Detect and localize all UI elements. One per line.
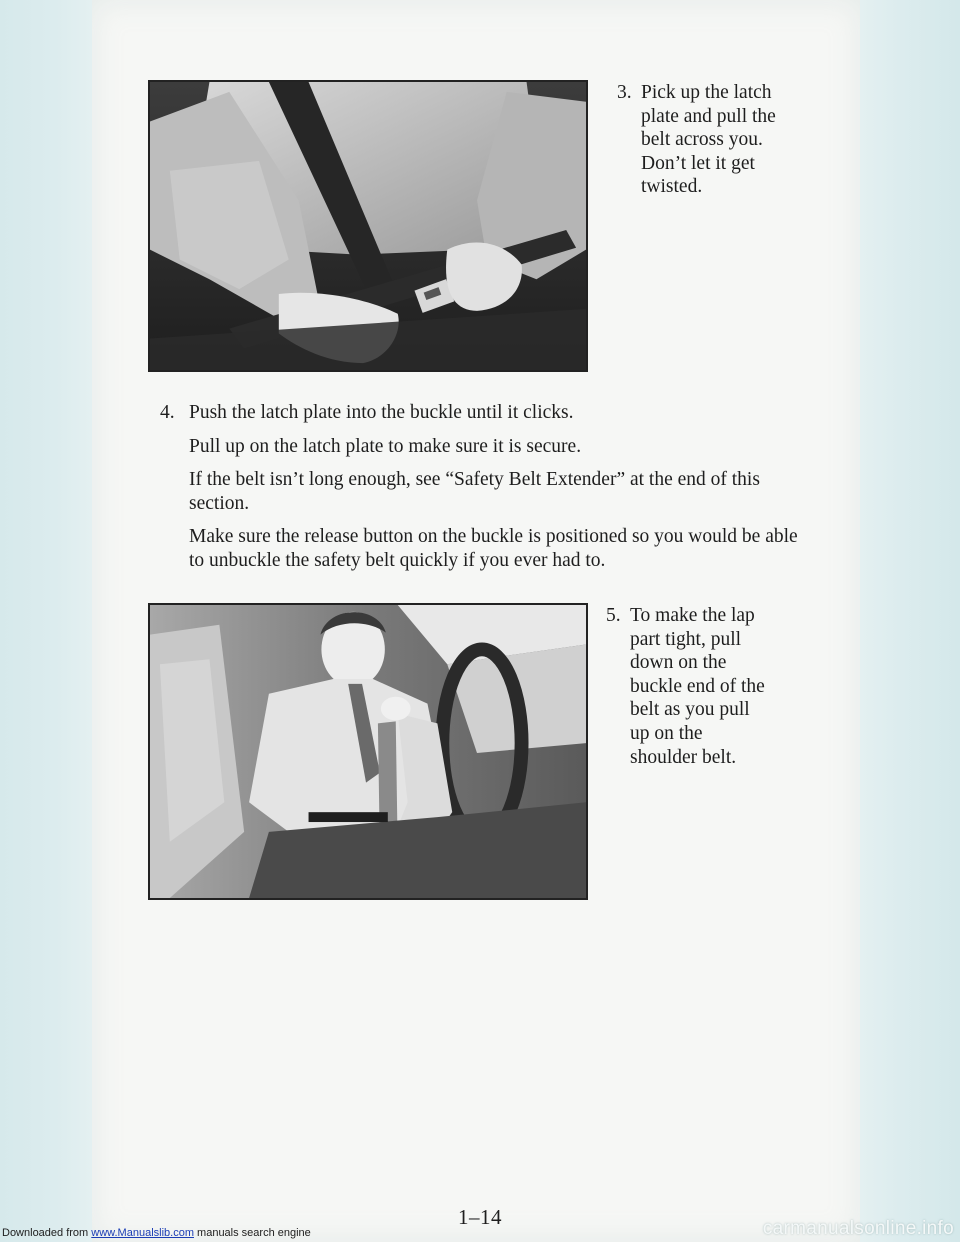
page-number: 1–14 — [458, 1205, 502, 1229]
step-5-line-5: belt as you pull — [630, 699, 750, 721]
left-margin — [0, 0, 92, 1242]
step-3-line-4: Don’t let it get — [641, 152, 755, 174]
step-4-paragraph-2: Pull up on the latch plate to make sure it is secure. — [189, 435, 582, 457]
step-4-paragraph-3: If the belt isn’t long enough, see “Safety Belt Extender” at the end of this section. — [189, 469, 760, 514]
step-3-number: 3. — [617, 82, 632, 103]
footer-suffix: manuals search engine — [193, 1227, 311, 1239]
manualslib-link[interactable]: www.Manualslib.com — [91, 1227, 194, 1239]
step-4-paragraph-1: Push the latch plate into the buckle until it clicks. — [189, 402, 574, 423]
step-5-line-4: buckle end of the — [630, 675, 765, 697]
man-fastening-belt-photo — [148, 603, 588, 900]
step-5-line-3: down on the — [630, 652, 727, 674]
step-5 — [606, 604, 816, 769]
step-3-line-2: plate and pull the — [641, 105, 776, 127]
latch-plate-illustration — [150, 82, 586, 370]
footer-prefix: Downloaded from — [2, 1227, 92, 1239]
latch-plate-photo — [148, 80, 588, 372]
step-3 — [617, 81, 827, 199]
step-5-line-7: shoulder belt. — [630, 746, 737, 768]
step-5-number: 5. — [606, 605, 621, 626]
step-3-line-1: Pick up the latch — [641, 82, 772, 103]
watermark-text: carmanualsonline.info — [762, 1218, 954, 1239]
step-4-paragraph-4: Make sure the release button on the buckle is positioned so you would be able to unbuckle the safety belt quickly if you ever had to. — [189, 526, 798, 571]
step-3-line-3: belt across you. — [641, 129, 763, 151]
step-4 — [160, 401, 810, 583]
download-footer — [2, 1227, 311, 1239]
step-4-number: 4. — [160, 402, 175, 423]
right-margin — [860, 0, 960, 1242]
step-5-line-1: To make the lap — [630, 605, 755, 626]
man-fastening-belt-illustration — [150, 605, 586, 898]
step-5-line-6: up on the — [630, 722, 703, 744]
step-5-line-2: part tight, pull — [630, 628, 742, 650]
step-3-line-5: twisted. — [641, 176, 703, 198]
